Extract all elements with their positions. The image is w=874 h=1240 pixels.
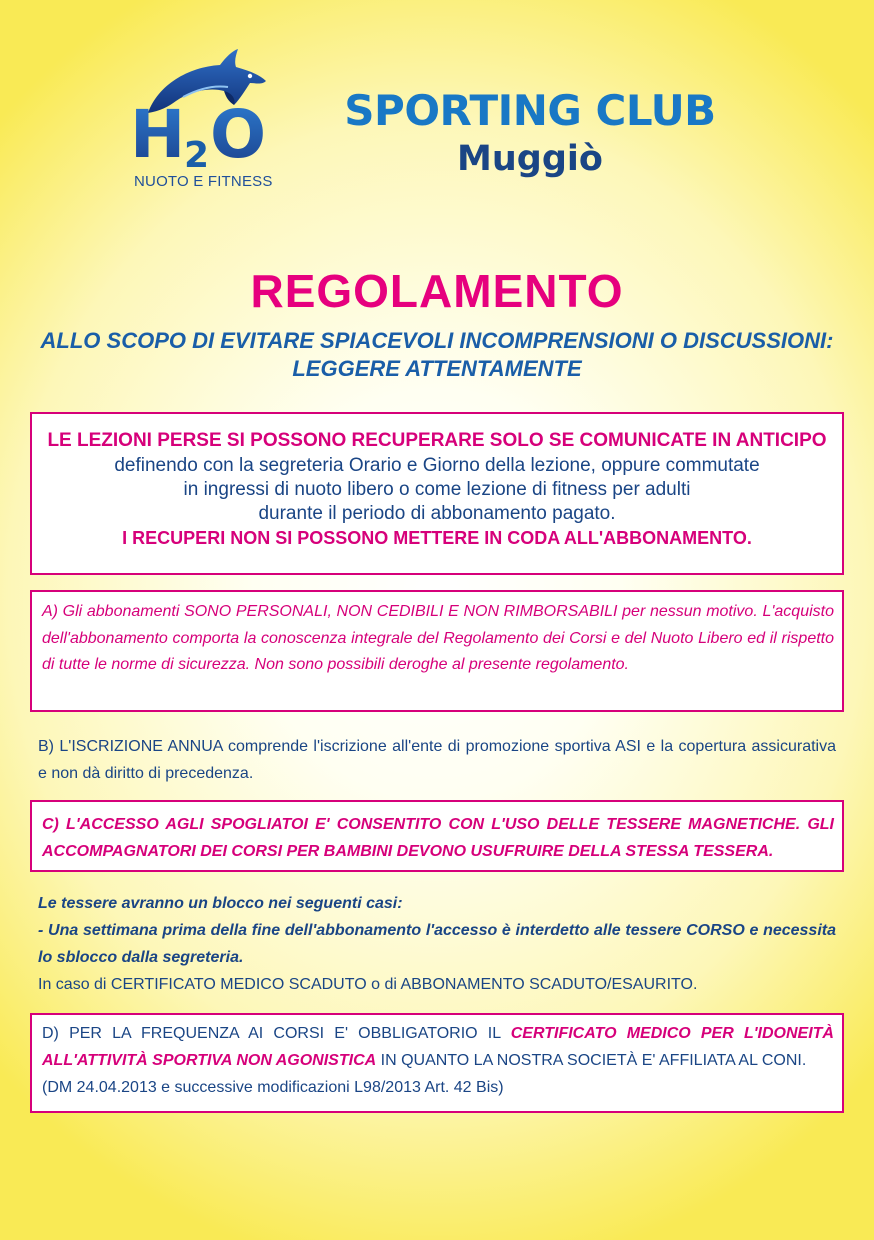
svg-text:H: H	[130, 96, 186, 173]
recovery-line: definendo con la segreteria Orario e Giorno della lezione, oppure commutate	[114, 455, 760, 476]
card-block-section	[38, 890, 836, 998]
subtitle-line: LEGGERE ATTENTAMENTE	[292, 356, 582, 381]
card-block-item: In caso di CERTIFICATO MEDICO SCADUTO o di ABBONAMENTO SCADUTO/ESAURITO.	[38, 976, 698, 993]
recovery-line: durante il periodo di abbonamento pagato.	[258, 503, 616, 524]
club-city: Muggiò	[457, 139, 603, 179]
rule-a-text: A) Gli abbonamenti SONO PERSONALI, NON CEDIBILI E NON RIMBORSABILI per nessun motivo. L'acquisto dell'abbonamento comporta la conoscenza integrale del Regolamento dei Corsi e del Nuoto Libero ed il rispetto di tutte le norme di sicurezza. Non sono possibili deroghe al presente regolamento.	[42, 603, 834, 673]
rule-c-box	[30, 800, 844, 872]
dolphin-icon	[128, 45, 298, 175]
recovery-footer: I RECUPERI NON SI POSSONO METTERE IN CODA ALL'ABBONAMENTO.	[122, 528, 752, 548]
card-block-intro: Le tessere avranno un blocco nei seguenti casi:	[38, 895, 403, 912]
rule-d-part1: D) PER LA FREQUENZA AI CORSI E' OBBLIGATORIO IL	[42, 1025, 511, 1042]
page-title: REGOLAMENTO	[250, 265, 624, 317]
club-title: SPORTING CLUB	[344, 86, 716, 135]
rule-d-emphasis: CERTIFICATO MEDICO PER L'IDONEITÀ ALL'ATTIVITÀ SPORTIVA NON AGONISTICA	[42, 1025, 834, 1069]
recovery-line: in ingressi di nuoto libero o come lezione di fitness per adulti	[183, 479, 691, 500]
rule-c-text: C) L'ACCESSO AGLI SPOGLIATOI E' CONSENTITO CON L'USO DELLE TESSERE MAGNETICHE. GLI ACCOMPAGNATORI DEI CORSI PER BAMBINI DEVONO USUFRUIRE DELLA STESSA TESSERA.	[42, 816, 834, 860]
h2o-logo	[128, 45, 298, 195]
rule-d-box	[30, 1013, 844, 1113]
recovery-notice-box	[30, 412, 844, 575]
svg-text:2: 2	[184, 135, 210, 175]
rule-d-note: (DM 24.04.2013 e successive modificazioni L98/2013 Art. 42 Bis)	[42, 1079, 504, 1096]
svg-text:O: O	[210, 96, 267, 173]
subtitle-line: ALLO SCOPO DI EVITARE SPIACEVOLI INCOMPRENSIONI O DISCUSSIONI:	[40, 328, 834, 353]
rule-d-part2: IN QUANTO LA NOSTRA SOCIETÀ E' AFFILIATA AL CONI.	[376, 1052, 807, 1069]
page-subtitle	[0, 327, 874, 383]
logo-subtitle: NUOTO E FITNESS	[134, 173, 273, 190]
card-block-item: - Una settimana prima della fine dell'abbonamento l'accesso è interdetto alle tessere CORSO e necessita lo sblocco dalla segreteria.	[38, 922, 836, 966]
rule-b-text: B) L'ISCRIZIONE ANNUA comprende l'iscrizione all'ente di promozione sportiva ASI e la copertura assicurativa e non dà diritto di precedenza.	[38, 738, 836, 782]
rule-a-box	[30, 590, 844, 712]
rule-d-text	[42, 1020, 834, 1074]
recovery-heading: LE LEZIONI PERSE SI POSSONO RECUPERARE SOLO SE COMUNICATE IN ANTICIPO	[47, 430, 827, 451]
